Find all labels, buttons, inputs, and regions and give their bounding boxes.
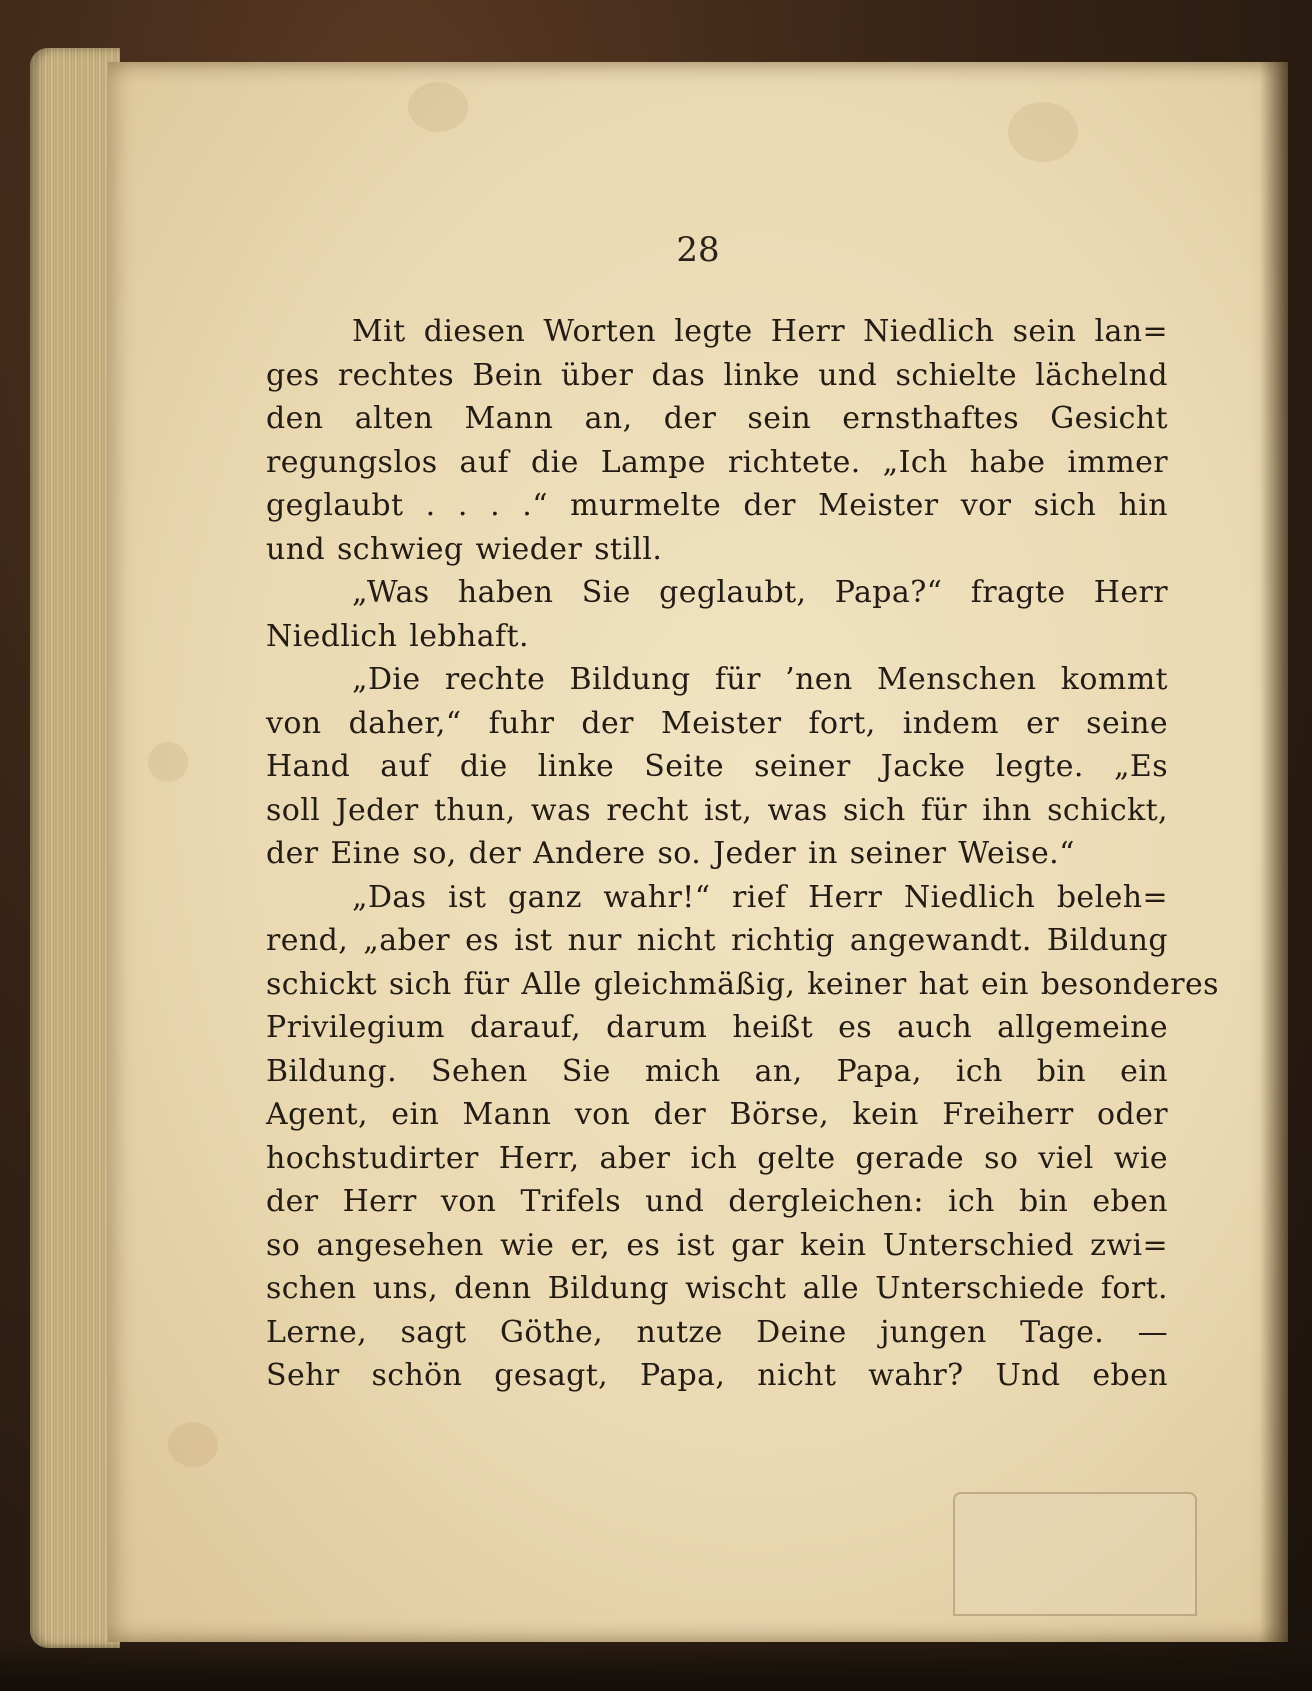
text-line: „Was haben Sie geglaubt, Papa?“ fragte Herr (352, 575, 1168, 610)
text-line: schen uns, denn Bildung wischt alle Unterschiede fort. (266, 1271, 1168, 1306)
text-line: schickt sich für Alle gleichmäßig, keiner hat ein besonderes (266, 966, 1219, 1002)
text-line: ges rechtes Bein über das linke und schielte lächelnd (266, 357, 1168, 393)
text-line: geglaubt . . . .“ murmelte der Meister vor sich hin (266, 488, 1168, 523)
text-line: „Das ist ganz wahr!“ rief Herr Niedlich beleh= (352, 879, 1168, 915)
text-line: Lerne, sagt Göthe, nutze Deine jungen Tage. — (266, 1314, 1168, 1350)
body-text (266, 310, 1219, 1398)
paper-stain (168, 1422, 218, 1467)
text-line: Hand auf die linke Seite seiner Jacke legte. „Es (266, 749, 1168, 784)
text-line: von daher,“ fuhr der Meister fort, indem er seine (266, 705, 1168, 741)
text-line: der Herr von Trifels und dergleichen: ich bin eben (266, 1184, 1168, 1219)
text-line: Bildung. Sehen Sie mich an, Papa, ich bin ein (266, 1053, 1168, 1089)
text-line: Niedlich lebhaft. (266, 618, 529, 654)
text-line: „Die rechte Bildung für ’nen Menschen kommt (352, 662, 1168, 697)
text-line: hochstudirter Herr, aber ich gelte gerade so viel wie (266, 1140, 1168, 1176)
text-line: regungslos auf die Lampe richtete. „Ich habe immer (266, 444, 1168, 480)
page-edges (30, 48, 120, 1648)
text-line: Agent, ein Mann von der Börse, kein Freiherr oder (266, 1097, 1168, 1132)
text-line: Sehr schön gesagt, Papa, nicht wahr? Und eben (266, 1358, 1168, 1393)
paper-stain (148, 742, 188, 782)
page-number: 28 (676, 230, 720, 270)
paper-repair-patch (953, 1492, 1197, 1616)
text-line: den alten Mann an, der sein ernsthaftes Gesicht (266, 401, 1168, 436)
book-page (108, 62, 1288, 1642)
paper-stain (1008, 102, 1078, 162)
page-gutter-shadow (1260, 62, 1288, 1642)
bottom-shadow (0, 1643, 1312, 1691)
text-line: der Eine so, der Andere so. Jeder in seiner Weise.“ (266, 836, 1075, 871)
text-line: und schwieg wieder still. (266, 531, 663, 567)
text-line: rend, „aber es ist nur nicht richtig angewandt. Bildung (266, 923, 1168, 958)
text-line: Mit diesen Worten legte Herr Niedlich sein lan= (352, 314, 1168, 349)
text-line: Privilegium darauf, darum heißt es auch allgemeine (266, 1010, 1168, 1045)
text-line: so angesehen wie er, es ist gar kein Unterschied zwi= (266, 1227, 1168, 1263)
text-line: soll Jeder thun, was recht ist, was sich für ihn schickt, (266, 792, 1168, 828)
paper-stain (408, 82, 468, 132)
